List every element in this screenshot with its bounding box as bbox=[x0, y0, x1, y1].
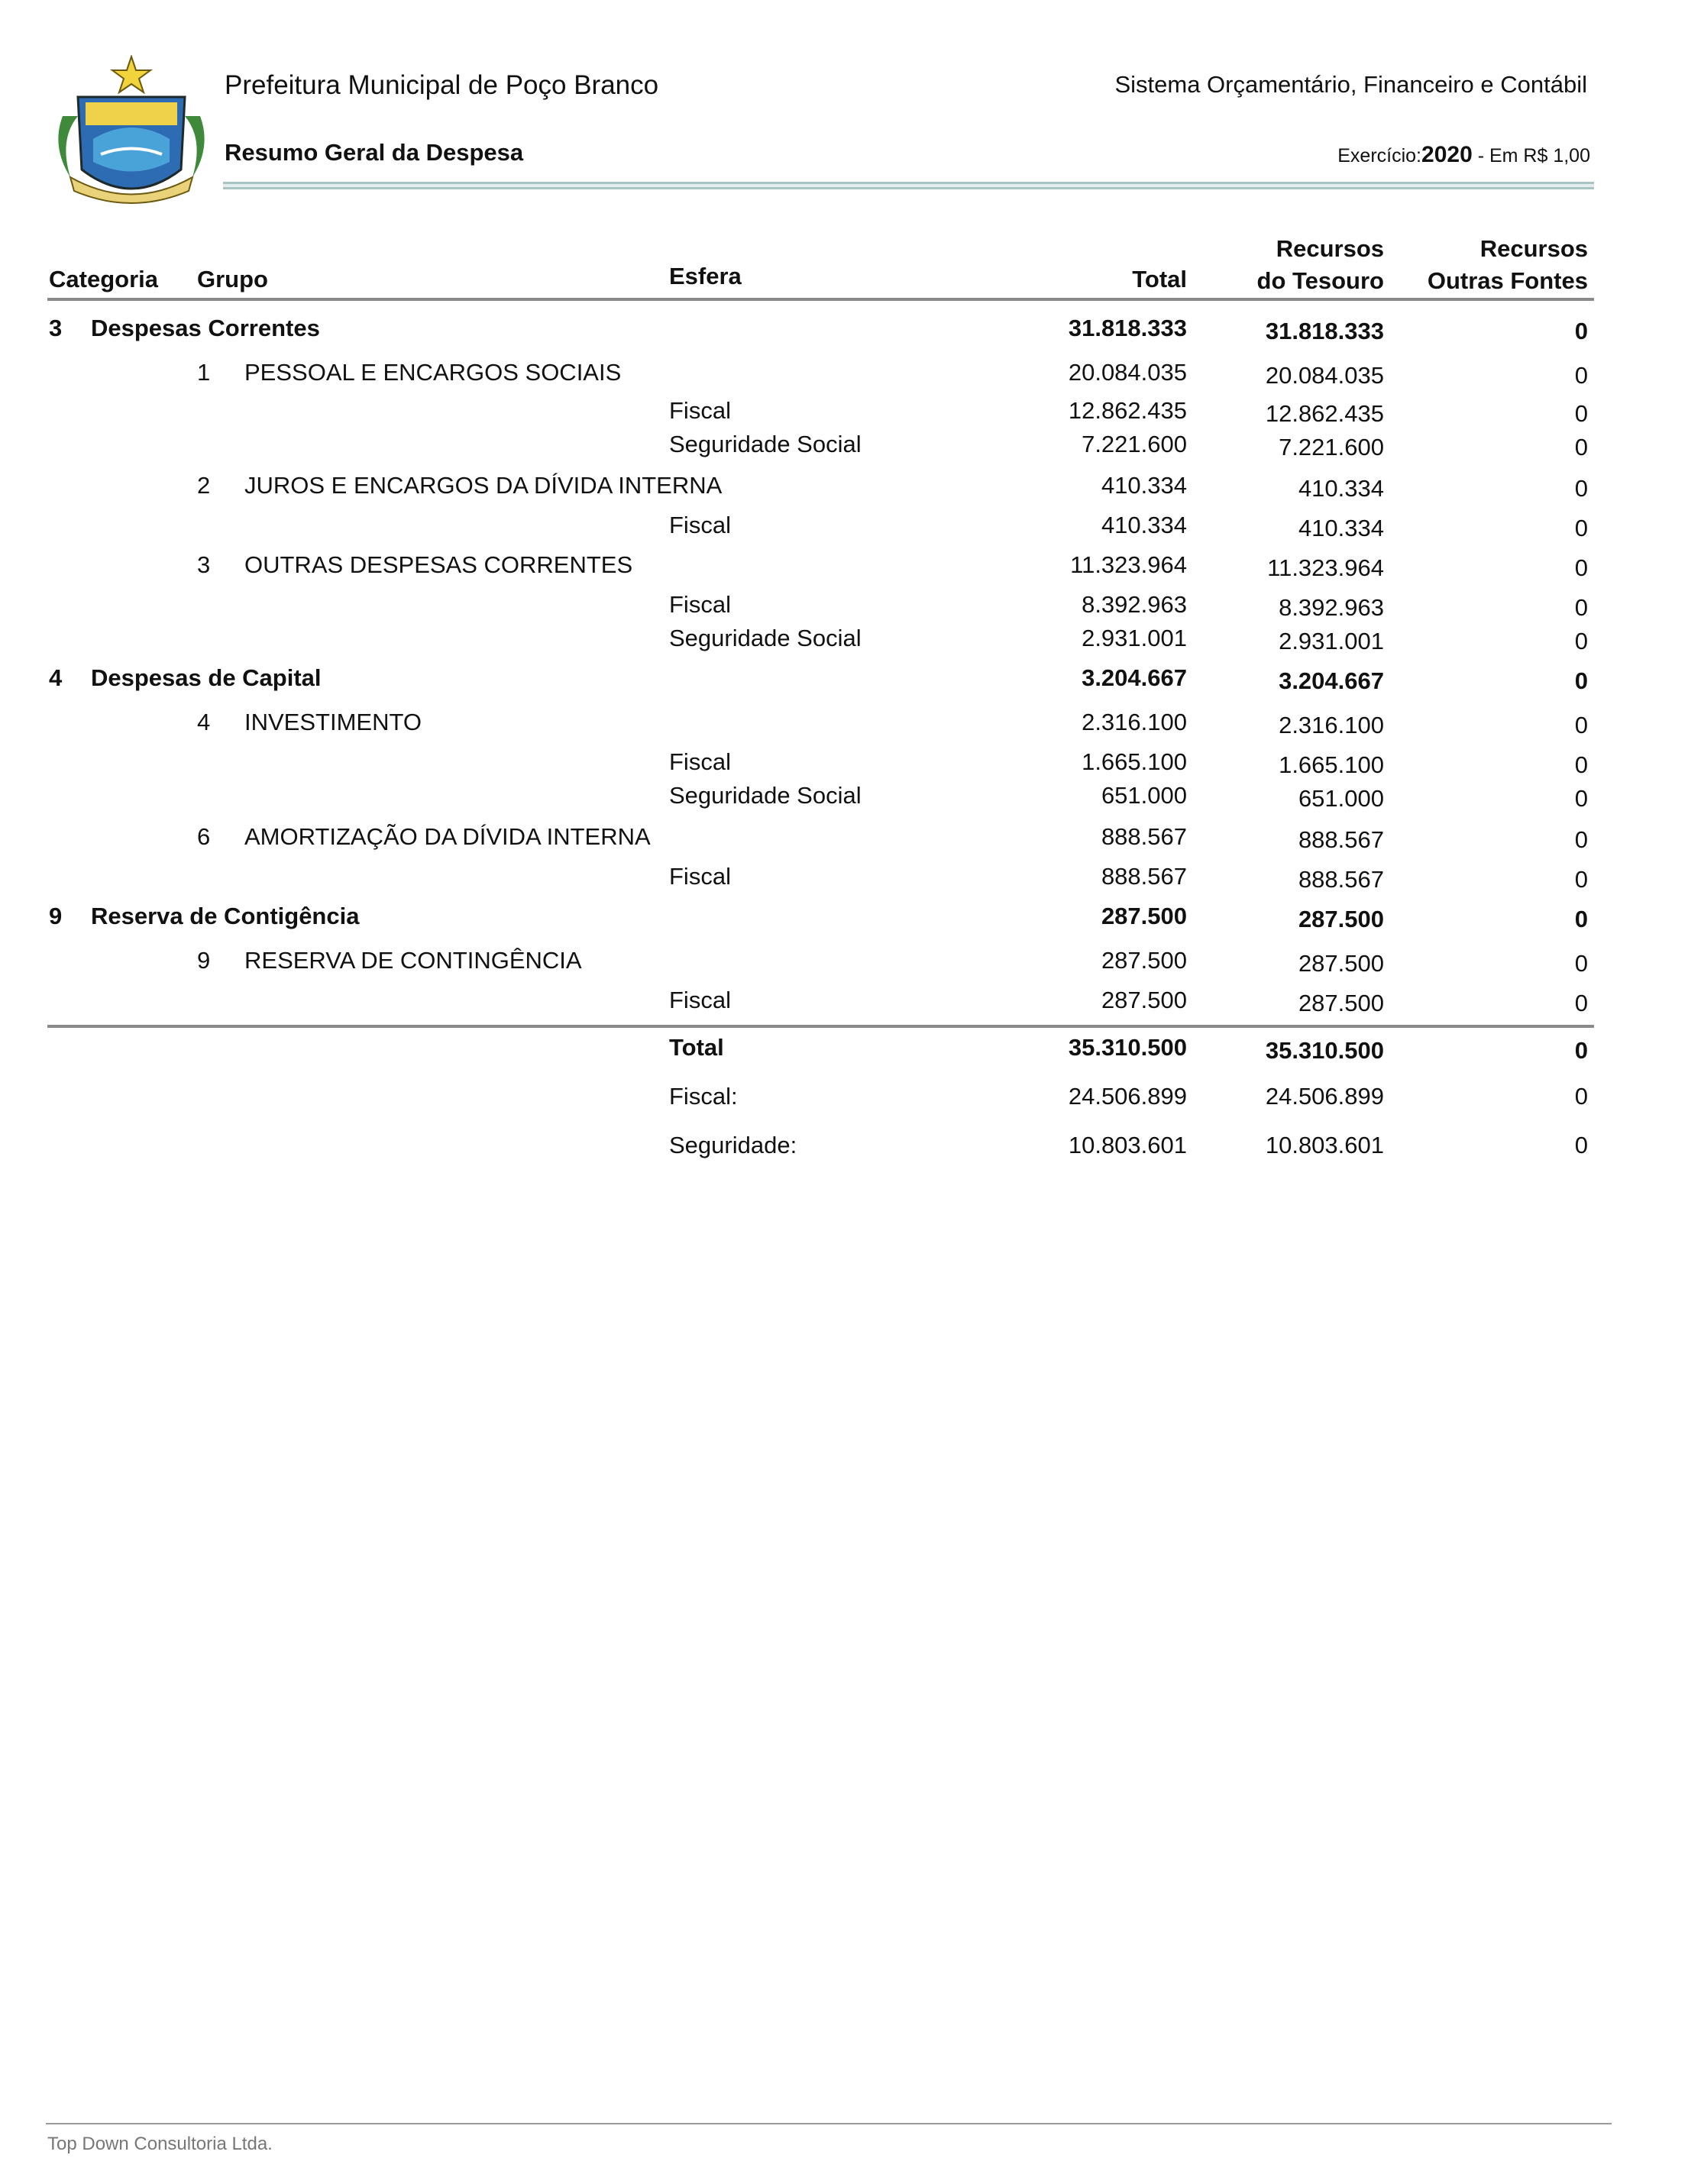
outras-fontes-value: 0 bbox=[1574, 826, 1588, 853]
tesouro-value: 11.323.964 bbox=[1267, 554, 1384, 581]
footer-company: Top Down Consultoria Ltda. bbox=[47, 2134, 273, 2154]
categoria-code: 9 bbox=[49, 903, 63, 929]
grupo-name: OUTRAS DESPESAS CORRENTES bbox=[244, 551, 633, 578]
total-value: 888.567 bbox=[1101, 863, 1187, 890]
total-value: 20.084.035 bbox=[1068, 359, 1187, 386]
col-header-grupo: Grupo bbox=[197, 266, 268, 292]
outras-fontes-value: 0 bbox=[1574, 785, 1588, 812]
categoria-name: Despesas Correntes bbox=[91, 315, 320, 341]
tesouro-value: 3.204.667 bbox=[1279, 667, 1384, 694]
group-row bbox=[0, 709, 1688, 744]
col-header-total: Total bbox=[1132, 266, 1187, 292]
tesouro-value: 287.500 bbox=[1298, 950, 1384, 977]
total-value: 31.818.333 bbox=[1068, 315, 1187, 341]
category-row bbox=[0, 664, 1688, 699]
col-header-outras-2: Outras Fontes bbox=[1427, 267, 1588, 294]
grupo-name: INVESTIMENTO bbox=[244, 709, 422, 735]
grupo-code: 6 bbox=[197, 823, 211, 850]
total-value: 8.392.963 bbox=[1082, 591, 1187, 618]
tesouro-value: 8.392.963 bbox=[1279, 594, 1384, 621]
tesouro-value: 410.334 bbox=[1298, 475, 1384, 502]
group-row bbox=[0, 947, 1688, 982]
esfera-row bbox=[0, 397, 1688, 432]
col-header-tesouro-2: do Tesouro bbox=[1256, 267, 1384, 294]
esfera-name: Fiscal bbox=[669, 863, 731, 890]
grupo-name: JUROS E ENCARGOS DA DÍVIDA INTERNA bbox=[244, 472, 723, 499]
esfera-name: Seguridade Social bbox=[669, 625, 862, 651]
esfera-name: Fiscal bbox=[669, 512, 731, 538]
outras-fontes-value: 0 bbox=[1574, 434, 1588, 460]
outras-fontes-value: 0 bbox=[1574, 866, 1588, 893]
grupo-name: PESSOAL E ENCARGOS SOCIAIS bbox=[244, 359, 622, 386]
esfera-row bbox=[0, 782, 1688, 817]
category-row bbox=[0, 903, 1688, 938]
grupo-code: 9 bbox=[197, 947, 211, 974]
group-row bbox=[0, 551, 1688, 586]
total-value: 410.334 bbox=[1101, 472, 1187, 499]
tesouro-value: 410.334 bbox=[1298, 515, 1384, 541]
grupo-code: 3 bbox=[197, 551, 211, 578]
seguridade-outras: 0 bbox=[1574, 1132, 1588, 1158]
total-outras: 0 bbox=[1574, 1037, 1588, 1064]
fiscal-tesouro: 24.506.899 bbox=[1265, 1083, 1384, 1110]
fiscal-outras: 0 bbox=[1574, 1083, 1588, 1110]
outras-fontes-value: 0 bbox=[1574, 712, 1588, 738]
outras-fontes-value: 0 bbox=[1574, 950, 1588, 977]
total-value: 287.500 bbox=[1101, 987, 1187, 1013]
totals-divider bbox=[47, 1025, 1594, 1028]
total-value: 12.862.435 bbox=[1068, 397, 1187, 424]
total-value: 287.500 bbox=[1101, 947, 1187, 974]
system-name: Sistema Orçamentário, Financeiro e Contábil bbox=[1114, 71, 1587, 98]
tesouro-value: 1.665.100 bbox=[1279, 751, 1384, 778]
header-rule bbox=[223, 182, 1594, 189]
exercise-info bbox=[1337, 142, 1590, 168]
esfera-row bbox=[0, 431, 1688, 466]
tesouro-value: 7.221.600 bbox=[1279, 434, 1384, 460]
seguridade-tesouro: 10.803.601 bbox=[1265, 1132, 1384, 1158]
tesouro-value: 2.316.100 bbox=[1279, 712, 1384, 738]
tesouro-value: 287.500 bbox=[1298, 906, 1384, 932]
esfera-row bbox=[0, 591, 1688, 626]
tesouro-value: 888.567 bbox=[1298, 866, 1384, 893]
total-value: 11.323.964 bbox=[1070, 551, 1187, 578]
total-label: Total bbox=[669, 1034, 724, 1061]
tesouro-value: 12.862.435 bbox=[1265, 400, 1384, 427]
tesouro-value: 2.931.001 bbox=[1279, 628, 1384, 654]
grupo-code: 1 bbox=[197, 359, 211, 386]
outras-fontes-value: 0 bbox=[1574, 594, 1588, 621]
esfera-name: Fiscal bbox=[669, 987, 731, 1013]
esfera-name: Seguridade Social bbox=[669, 782, 862, 809]
total-value: 2.931.001 bbox=[1082, 625, 1187, 651]
tesouro-value: 287.500 bbox=[1298, 990, 1384, 1016]
total-value: 651.000 bbox=[1101, 782, 1187, 809]
tesouro-value: 651.000 bbox=[1298, 785, 1384, 812]
categoria-code: 4 bbox=[49, 664, 63, 691]
report-title: Resumo Geral da Despesa bbox=[225, 139, 524, 166]
esfera-name: Fiscal bbox=[669, 748, 731, 775]
outras-fontes-value: 0 bbox=[1574, 554, 1588, 581]
col-header-esfera: Esfera bbox=[669, 263, 742, 289]
col-header-categoria: Categoria bbox=[49, 266, 158, 292]
outras-fontes-value: 0 bbox=[1574, 362, 1588, 389]
esfera-name: Seguridade Social bbox=[669, 431, 862, 457]
total-value: 35.310.500 bbox=[1068, 1034, 1187, 1061]
group-row bbox=[0, 359, 1688, 394]
seguridade-total: 10.803.601 bbox=[1068, 1132, 1187, 1158]
header-divider bbox=[47, 298, 1594, 301]
exercise-label: Exercício: bbox=[1337, 145, 1422, 166]
total-value: 410.334 bbox=[1101, 512, 1187, 538]
grupo-code: 4 bbox=[197, 709, 211, 735]
fiscal-label: Fiscal: bbox=[669, 1083, 738, 1110]
categoria-code: 3 bbox=[49, 315, 63, 341]
total-row bbox=[0, 1034, 1688, 1069]
total-seguridade-row bbox=[0, 1132, 1688, 1167]
esfera-row bbox=[0, 625, 1688, 660]
municipal-coat-of-arms-logo bbox=[47, 55, 215, 208]
category-row bbox=[0, 315, 1688, 350]
outras-fontes-value: 0 bbox=[1574, 667, 1588, 694]
esfera-row bbox=[0, 987, 1688, 1022]
total-value: 2.316.100 bbox=[1082, 709, 1187, 735]
esfera-row bbox=[0, 748, 1688, 783]
outras-fontes-value: 0 bbox=[1574, 475, 1588, 502]
tesouro-value: 888.567 bbox=[1298, 826, 1384, 853]
group-row bbox=[0, 823, 1688, 858]
outras-fontes-value: 0 bbox=[1574, 751, 1588, 778]
outras-fontes-value: 0 bbox=[1574, 990, 1588, 1016]
total-value: 1.665.100 bbox=[1082, 748, 1187, 775]
outras-fontes-value: 0 bbox=[1574, 400, 1588, 427]
total-value: 7.221.600 bbox=[1082, 431, 1187, 457]
outras-fontes-value: 0 bbox=[1574, 906, 1588, 932]
outras-fontes-value: 0 bbox=[1574, 318, 1588, 344]
col-header-tesouro-1: Recursos bbox=[1276, 235, 1384, 262]
seguridade-label: Seguridade: bbox=[669, 1132, 797, 1158]
outras-fontes-value: 0 bbox=[1574, 628, 1588, 654]
esfera-row bbox=[0, 863, 1688, 898]
esfera-row bbox=[0, 512, 1688, 547]
total-tesouro: 35.310.500 bbox=[1265, 1037, 1384, 1064]
grupo-name: AMORTIZAÇÃO DA DÍVIDA INTERNA bbox=[244, 823, 651, 850]
col-header-outras-1: Recursos bbox=[1479, 235, 1588, 262]
group-row bbox=[0, 472, 1688, 507]
grupo-name: RESERVA DE CONTINGÊNCIA bbox=[244, 947, 582, 974]
total-value: 888.567 bbox=[1101, 823, 1187, 850]
tesouro-value: 20.084.035 bbox=[1265, 362, 1384, 389]
total-value: 287.500 bbox=[1101, 903, 1187, 929]
outras-fontes-value: 0 bbox=[1574, 515, 1588, 541]
footer-rule bbox=[46, 2123, 1612, 2124]
categoria-name: Reserva de Contigência bbox=[91, 903, 360, 929]
municipality-name: Prefeitura Municipal de Poço Branco bbox=[225, 70, 659, 100]
currency-note: - Em R$ 1,00 bbox=[1472, 145, 1590, 166]
esfera-name: Fiscal bbox=[669, 397, 731, 424]
tesouro-value: 31.818.333 bbox=[1265, 318, 1384, 344]
categoria-name: Despesas de Capital bbox=[91, 664, 322, 691]
fiscal-total: 24.506.899 bbox=[1068, 1083, 1187, 1110]
total-fiscal-row bbox=[0, 1083, 1688, 1118]
exercise-year: 2020 bbox=[1421, 142, 1473, 167]
total-value: 3.204.667 bbox=[1082, 664, 1187, 691]
grupo-code: 2 bbox=[197, 472, 211, 499]
esfera-name: Fiscal bbox=[669, 591, 731, 618]
